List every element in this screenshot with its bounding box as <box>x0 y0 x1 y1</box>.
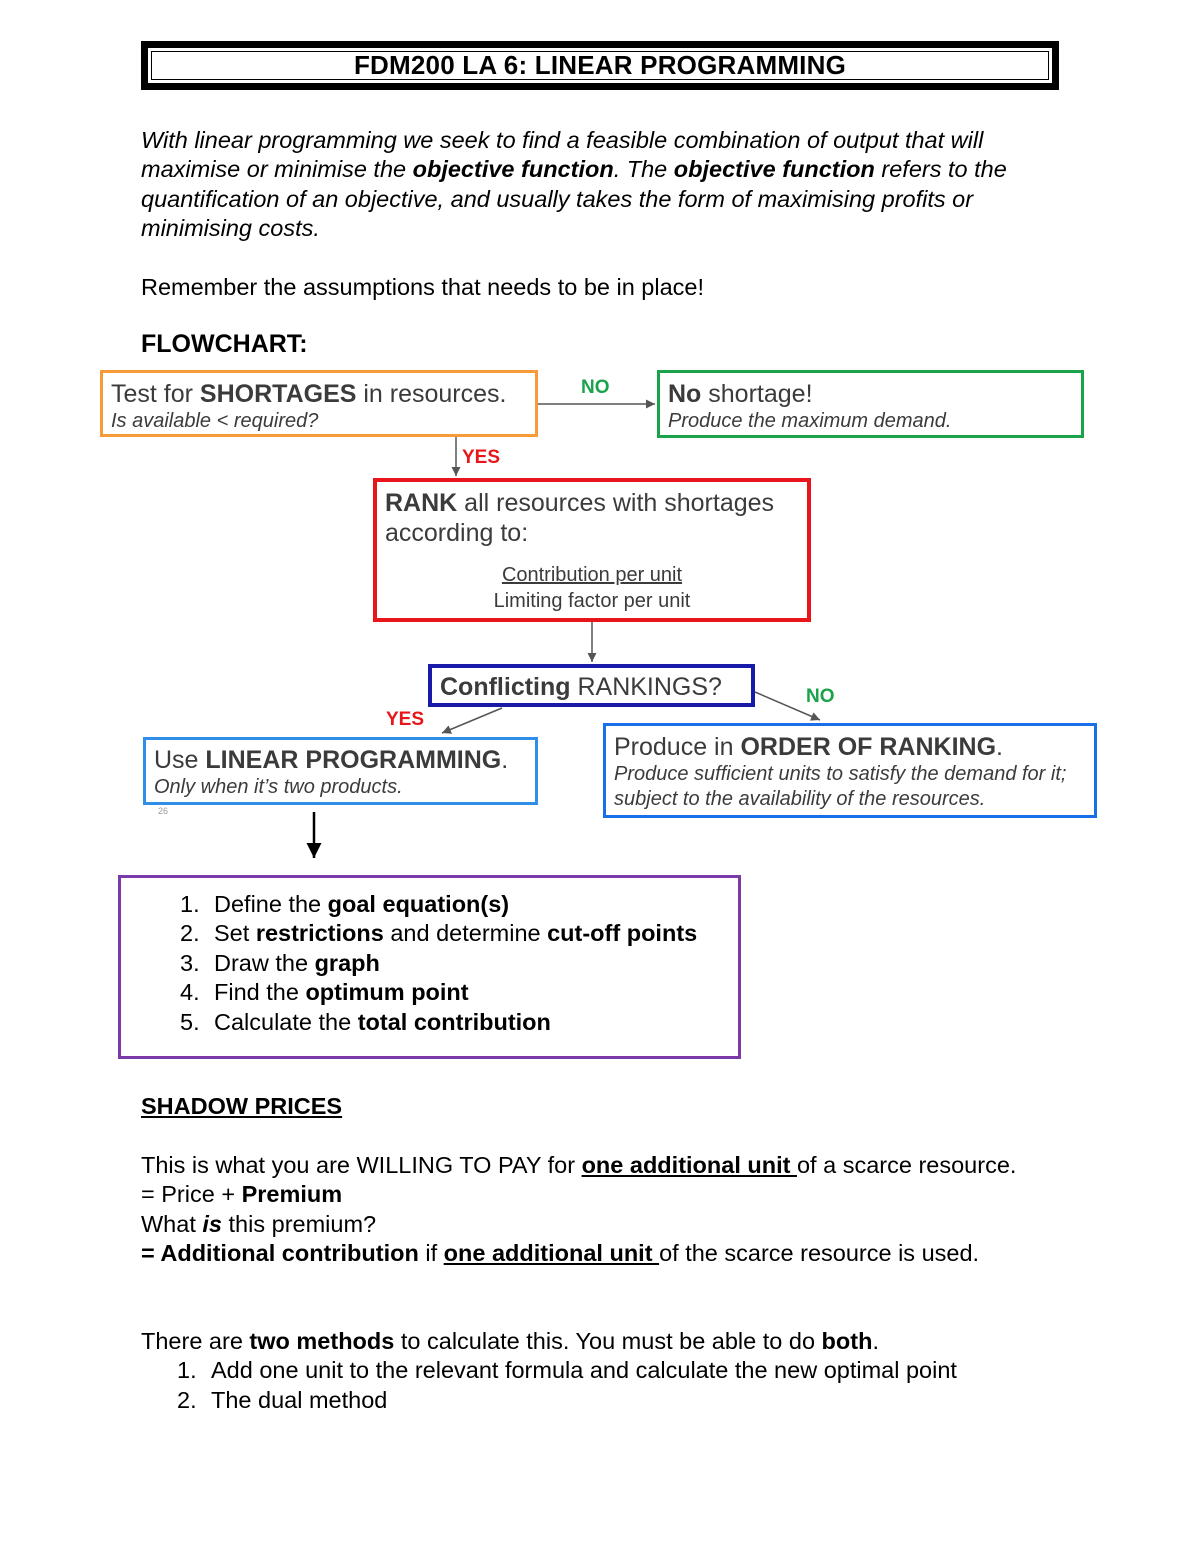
step-text: Define the <box>214 891 328 917</box>
methods-pre: There are <box>141 1328 250 1354</box>
step-text: Find the <box>214 979 306 1006</box>
label-yes-1: YES <box>462 447 501 468</box>
small-page-number: 26 <box>158 806 169 816</box>
shadow-line-1 <box>141 1151 1081 1180</box>
flowchart-heading: FLOWCHART: <box>141 330 308 358</box>
shadow-line-3-emphasis: is <box>202 1210 222 1237</box>
methods-bold-1: two methods <box>249 1328 395 1354</box>
shadow-line-2 <box>141 1180 1081 1209</box>
intro-text-2: . The <box>613 156 674 183</box>
step-item <box>180 1008 697 1037</box>
method-number: 1. <box>177 1357 197 1384</box>
step-number: 5. <box>180 1008 200 1035</box>
test-heading <box>111 379 527 409</box>
step-bold: optimum point <box>305 979 469 1006</box>
methods-list <box>141 1356 1081 1415</box>
remember-note: Remember the assumptions that needs to be in place! <box>141 274 705 300</box>
intro-bold-1: objective function <box>412 156 614 183</box>
test-pre: Test for <box>111 380 200 408</box>
label-no-1: NO <box>581 377 610 398</box>
step-bold: restrictions <box>255 920 384 947</box>
conflict-bold: Conflicting <box>440 673 571 701</box>
step-bold: graph <box>314 949 380 976</box>
order-post: . <box>996 733 1003 761</box>
shadow-line-3-pre: What <box>141 1210 203 1237</box>
step-item <box>180 978 697 1007</box>
step-text: Set <box>214 920 256 947</box>
order-subtext: Produce sufficient units to satisfy the demand for it; subject to the availability of the resources. <box>614 763 1067 810</box>
shadow-line-2-pre: = Price + <box>141 1181 242 1208</box>
step-text: Draw the <box>214 949 315 976</box>
step-number: 3. <box>180 949 200 976</box>
conflict-heading <box>440 672 743 702</box>
lp-subtext: Only when it’s two products. <box>154 776 403 798</box>
rank-heading <box>385 488 799 548</box>
lp-heading <box>154 745 527 775</box>
intro-text-1: With linear programming we seek to find a feasible combination of output that will maximise or minimise the <box>141 127 984 183</box>
shadow-line-4-mid: if <box>418 1240 444 1267</box>
test-bold: SHORTAGES <box>199 380 357 408</box>
lp-steps-box <box>118 875 741 1059</box>
step-number: 2. <box>180 920 200 947</box>
shadow-prices-heading: SHADOW PRICES <box>141 1093 343 1119</box>
step-item <box>180 919 697 948</box>
rank-ratio <box>385 562 799 614</box>
linear-programming-box <box>143 737 538 805</box>
step-bold-2: cut-off points <box>547 920 698 947</box>
rank-bold: RANK <box>385 489 458 517</box>
no-shortage-subtext: Produce the maximum demand. <box>668 410 952 432</box>
methods-section <box>141 1327 1081 1415</box>
rank-box <box>373 478 811 622</box>
lp-pre: Use <box>154 746 206 774</box>
test-post: in resources. <box>356 380 507 408</box>
lp-post: . <box>501 746 509 774</box>
rank-denominator: Limiting factor per unit <box>493 590 691 612</box>
no-shortage-box <box>657 370 1084 438</box>
arrow-conflict-to-lp <box>442 708 502 733</box>
test-subtext: Is available < required? <box>111 410 319 432</box>
step-number: 1. <box>180 891 200 917</box>
methods-mid: to calculate this. You must be able to do <box>394 1328 822 1354</box>
shadow-line-4 <box>141 1239 1081 1268</box>
shadow-line-3 <box>141 1210 1081 1239</box>
methods-intro <box>141 1327 1081 1356</box>
order-of-ranking-box <box>603 723 1097 818</box>
conflict-post: RANKINGS? <box>570 673 722 701</box>
no-shortage-heading <box>668 379 1073 409</box>
methods-post: . <box>872 1328 879 1354</box>
shadow-line-1-underline: one additional unit <box>581 1152 797 1178</box>
step-bold: total contribution <box>357 1008 551 1035</box>
shadow-line-1-post: of a scarce resource. <box>796 1152 1017 1178</box>
step-bold: goal equation(s) <box>327 891 510 917</box>
step-text: Calculate the <box>214 1008 358 1035</box>
test-shortages-box <box>100 370 538 437</box>
lp-bold: LINEAR PROGRAMMING <box>205 746 502 774</box>
rank-numerator: Contribution per unit <box>501 564 683 586</box>
no-shortage-bold: No <box>668 380 702 408</box>
method-number: 2. <box>177 1386 197 1413</box>
shadow-line-1-pre: This is what you are WILLING TO PAY for <box>141 1152 582 1178</box>
rank-post: all resources with shortages according to: <box>385 489 775 547</box>
intro-text-3: refers to the quantification of an objective, and usually takes the form of maximising profits or minimising costs. <box>141 156 1007 242</box>
step-item <box>180 890 697 919</box>
method-text: Add one unit to the relevant formula and calculate the new optimal point <box>211 1357 957 1384</box>
method-item <box>177 1386 1081 1415</box>
method-text: The dual method <box>211 1386 388 1413</box>
order-heading <box>614 732 1086 762</box>
lp-steps-list <box>180 890 697 1037</box>
shadow-prices-body <box>141 1151 1081 1269</box>
intro-bold-2: objective function <box>673 156 875 183</box>
shadow-line-3-post: this premium? <box>222 1210 377 1237</box>
shadow-line-2-bold: Premium <box>241 1181 343 1208</box>
method-item <box>177 1356 1081 1385</box>
methods-bold-2: both <box>821 1328 873 1354</box>
step-text-mid: and determine <box>383 920 548 947</box>
shadow-line-4-underline: one additional unit <box>443 1240 660 1267</box>
order-pre: Produce in <box>614 733 741 761</box>
shadow-line-4-post: of the scarce resource is used. <box>659 1240 980 1267</box>
no-shortage-post: shortage! <box>701 380 813 408</box>
step-number: 4. <box>180 979 200 1006</box>
conflicting-rankings-box <box>428 664 755 707</box>
step-item <box>180 949 697 978</box>
page-title: FDM200 LA 6: LINEAR PROGRAMMING <box>353 50 847 80</box>
label-no-2: NO <box>806 686 835 707</box>
label-yes-2: YES <box>386 709 425 730</box>
shadow-line-4-bold: = Additional contribution <box>141 1240 419 1267</box>
order-bold: ORDER OF RANKING <box>740 733 997 761</box>
